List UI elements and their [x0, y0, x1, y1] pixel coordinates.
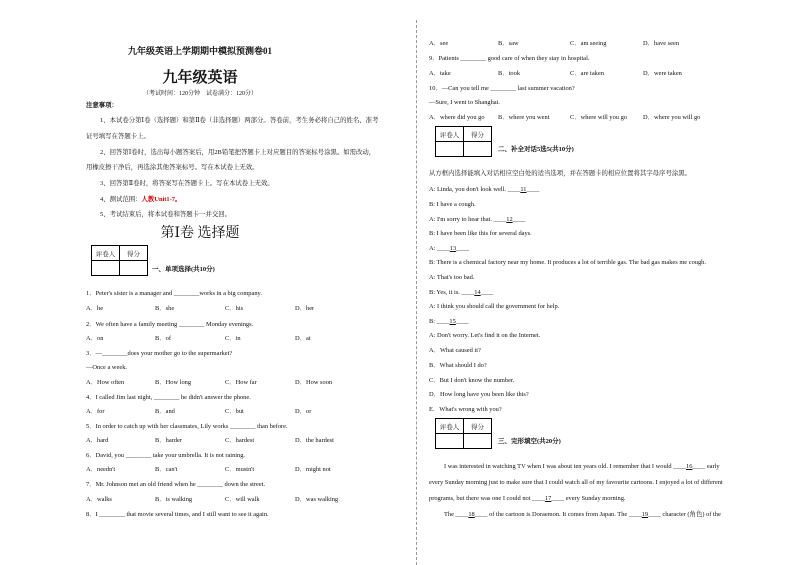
- right-page: [400, 0, 800, 565]
- option: B．took: [498, 70, 521, 77]
- option: D．the hardest: [295, 437, 334, 444]
- blank: ____19____: [628, 511, 661, 518]
- question-1: 1．Peter's sister is a manager and ________works in a big company.: [86, 290, 262, 297]
- note-line: [100, 197, 181, 203]
- note-line: 证号填写在答题卡上。: [86, 133, 150, 140]
- question-6: 6．David, you ________ take your umbrella. It is not raining.: [86, 452, 246, 459]
- option: D．her: [295, 305, 315, 312]
- option: A．where did you go: [429, 114, 485, 121]
- question-10-answer: —Sure, I went to Shanghai.: [429, 99, 500, 106]
- question-3-answer: —Once a week.: [86, 364, 127, 371]
- dialog-line: B: I have been like this for several days.: [429, 230, 532, 237]
- note4-prefix: 4、测试范围：: [100, 196, 142, 203]
- option: C．are taken: [570, 70, 604, 77]
- note-line: 1、本试卷分第Ⅰ卷（选择题）和第Ⅱ卷（非选择题）两部分。答卷前，考生务必将自己的姓名、准考: [100, 117, 379, 124]
- question-7: 7．Mr. Johnson met an old friend when he ________ down the street.: [86, 481, 266, 488]
- score-box: [91, 245, 148, 276]
- score-label: 得分: [464, 419, 492, 434]
- note4-range: 人教Unit1-7。: [141, 196, 182, 203]
- score-cell: [120, 261, 148, 276]
- dialog-line: A: Don't worry. Let's find it on the Internet.: [429, 332, 541, 339]
- score-box: [435, 126, 492, 157]
- option: A．needn't: [86, 466, 116, 473]
- option: C．How far: [225, 379, 257, 386]
- dialog-line: A: ____13____: [429, 245, 469, 252]
- option: A．on: [86, 335, 104, 342]
- option: A．for: [86, 408, 105, 415]
- option: D．or: [295, 408, 312, 415]
- grader-label: 评卷人: [92, 246, 120, 261]
- dialog-line: A: Linda, you don't look well. ____11____: [429, 186, 540, 193]
- option: B．harder: [155, 437, 182, 444]
- grader-cell: [436, 434, 464, 449]
- choice: B．What should I do?: [429, 362, 487, 369]
- dialog-line: A: I think you should call the government for help.: [429, 303, 560, 310]
- option: A．How often: [86, 379, 125, 386]
- dialog-line: B: ____15____: [429, 318, 469, 325]
- dialog-line: A: That's too bad.: [429, 274, 475, 281]
- grader-cell: [92, 261, 120, 276]
- option: D．at: [295, 335, 311, 342]
- option: A．hard: [86, 437, 109, 444]
- note-line: 3、回答第Ⅱ卷时，将答案写在答题卡上。写在本试卷上无效。: [100, 180, 274, 187]
- question-4: 4．I called Jim last night, ________ he didn't answer the phone.: [86, 394, 251, 401]
- option: D．have seen: [643, 40, 680, 47]
- option: A．he: [86, 305, 104, 312]
- note-line: 5、考试结束后，将本试卷和答题卡一并交回。: [100, 211, 232, 218]
- dialog-line: A: I'm sorry to hear that. ____12____: [429, 216, 526, 223]
- blank: ____14____: [461, 289, 494, 296]
- option: C．hardest: [225, 437, 255, 444]
- note-line: 用橡皮擦干净后，再选涂其他答案标号。写在本试卷上无效。: [86, 164, 259, 171]
- blank: ____13____: [437, 245, 469, 252]
- option: D．was walking: [295, 496, 339, 503]
- note-line: 2、回答第Ⅰ卷时，选出每小题答案后，用2B铅笔把答题卡上对应题目的答案标号涂黑。如需改动，: [100, 149, 376, 156]
- blank: ____17____: [532, 495, 565, 502]
- score-box: [435, 418, 492, 449]
- choice: D．How long have you been like this?: [429, 391, 529, 398]
- choice: A．What caused it?: [429, 347, 481, 354]
- question-8: 8．I ________ that movie several times, and I still want to see it again.: [86, 511, 269, 518]
- passage-line: I was interested in watching TV when I was about ten years old. I remember that I would ____16____ early: [444, 463, 720, 470]
- choice: C．But I don't know the number.: [429, 377, 515, 384]
- option: C．his: [225, 305, 244, 312]
- option: B．she: [155, 305, 175, 312]
- blank: ____18____: [455, 511, 488, 518]
- option: D．where you will go: [643, 114, 701, 121]
- option: A．see: [429, 40, 449, 47]
- option: B．where you went: [498, 114, 550, 121]
- question-10: 10．—Can you tell me ________ last summer vacation?: [429, 85, 575, 92]
- question-5: 5．In order to catch up with her classmates, Lily works ________ than before.: [86, 423, 288, 430]
- exam-info: （考试时间：120分钟 试卷满分：120分）: [142, 91, 257, 97]
- notes-title: 注意事项：: [86, 102, 118, 109]
- section1-title: 一、单项选择(共10分): [152, 266, 215, 273]
- part1-title: 第Ⅰ卷 选择题: [160, 226, 240, 241]
- option: B．How long: [155, 379, 192, 386]
- option: D．might not: [295, 466, 331, 473]
- option: C．in: [225, 335, 241, 342]
- choice: E．What's wrong with you?: [429, 406, 502, 413]
- blank: ____15____: [436, 318, 469, 325]
- question-3: 3．—________does your mother go to the supermarket?: [86, 350, 233, 357]
- blank: ____16____: [673, 463, 706, 470]
- dialog-line: B: There is a chemical factory near my home. It produces a lot of terrible gas. The bad gas makes me cough.: [429, 259, 706, 266]
- blank: ____11____: [507, 186, 540, 193]
- option: D．were taken: [643, 70, 682, 77]
- passage-line: programs, but there was one I could not ____17____ every Sunday morning.: [429, 495, 626, 502]
- option: A．take: [429, 70, 451, 77]
- option: B．and: [155, 408, 175, 415]
- blank: ____12____: [493, 216, 526, 223]
- section3-title: 三、完形填空(共20分): [498, 438, 561, 445]
- section2-title: 二、补全对话5选5(共10分): [498, 146, 574, 153]
- option: A．walks: [86, 496, 112, 503]
- option: B．can't: [155, 466, 178, 473]
- dialog-line: B: Yes, it is. ____14____: [429, 289, 494, 296]
- section2-instructions: 从方框内选择能填入对话相应空白处的适当选项，并在答题卡的相应位置将其字母序号涂黑。: [429, 170, 692, 177]
- score-cell: [464, 142, 492, 157]
- option: C．but: [225, 408, 244, 415]
- top-title: 九年级英语上学期期中模拟预测卷01: [127, 46, 272, 56]
- score-label: 得分: [120, 246, 148, 261]
- option: B．of: [155, 335, 171, 342]
- score-label: 得分: [464, 127, 492, 142]
- score-cell: [464, 434, 492, 449]
- option: C．where will you go: [570, 114, 627, 121]
- main-title: 九年级英语: [162, 70, 238, 86]
- dialog-line: B: I have a cough.: [429, 201, 476, 208]
- grader-cell: [436, 142, 464, 157]
- option: D．How soon: [295, 379, 333, 386]
- question-2: 2．We often have a family meeting ________ Monday evenings.: [86, 321, 254, 328]
- grader-label: 评卷人: [436, 419, 464, 434]
- grader-label: 评卷人: [436, 127, 464, 142]
- option: C．am seeing: [570, 40, 607, 47]
- option: B．is walking: [155, 496, 193, 503]
- passage-line: every Sunday morning just to make sure that I could watch all of my favourite cartoons. I enjoyed a lot of different: [429, 479, 723, 486]
- question-9: 9．Patients ________ good care of when they stay in hospital.: [429, 55, 590, 62]
- option: B．saw: [498, 40, 519, 47]
- passage-line: The ____18____ of the cartoon is Doraemon. It comes from Japan. The ____19____ character (角色) of the: [444, 511, 721, 518]
- option: C．will walk: [225, 496, 260, 503]
- option: C．mustn't: [225, 466, 255, 473]
